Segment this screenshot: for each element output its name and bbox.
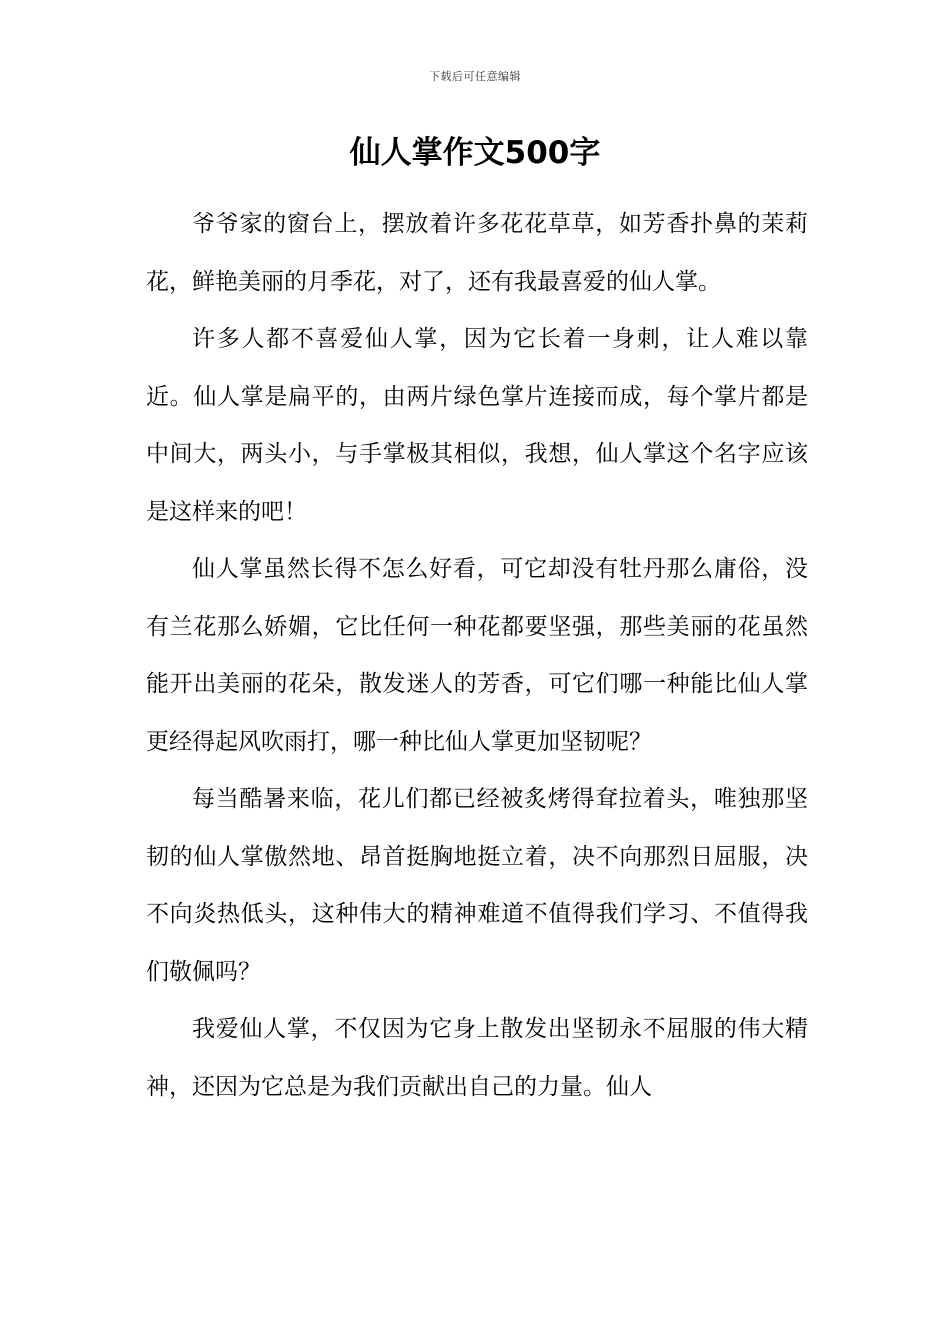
paragraph-5: 我爱仙人掌，不仅因为它身上散发出坚韧永不屈服的伟大精神，还因为它总是为我们贡献出自己的力量。仙人 (146, 1016, 808, 1100)
paragraph-2: 许多人都不喜爱仙人掌，因为它长着一身刺，让人难以靠近。仙人掌是扁平的，由两片绿色掌片连接而成，每个掌片都是中间大，两头小，与手掌极其相似，我想，仙人掌这个名字应该是这样来的吧！ (146, 326, 808, 525)
paragraph-3: 仙人掌虽然长得不怎么好看，可它却没有牡丹那么庸俗，没有兰花那么娇媚，它比任何一种花都要坚强，那些美丽的花虽然能开出美丽的花朵，散发迷人的芳香，可它们哪一种能比仙人掌更经得起风吹雨打，哪一种比仙人掌更加坚韧呢？ (146, 556, 808, 755)
document-title: 仙人掌作文500字 (349, 135, 601, 171)
header-note: 下载后可任意编辑 (429, 70, 521, 83)
paragraph-4: 每当酷暑来临，花儿们都已经被炙烤得耷拉着头，唯独那坚韧的仙人掌傲然地、昂首挺胸地挺立着，决不向那烈日屈服，决不向炎热低头，这种伟大的精神难道不值得我们学习、不值得我们敬佩吗？ (146, 786, 808, 985)
paragraph-1: 爷爷家的窗台上，摆放着许多花花草草，如芳香扑鼻的茉莉花，鲜艳美丽的月季花，对了，还有我最喜爱的仙人掌。 (146, 211, 808, 295)
document-body (146, 196, 808, 1116)
